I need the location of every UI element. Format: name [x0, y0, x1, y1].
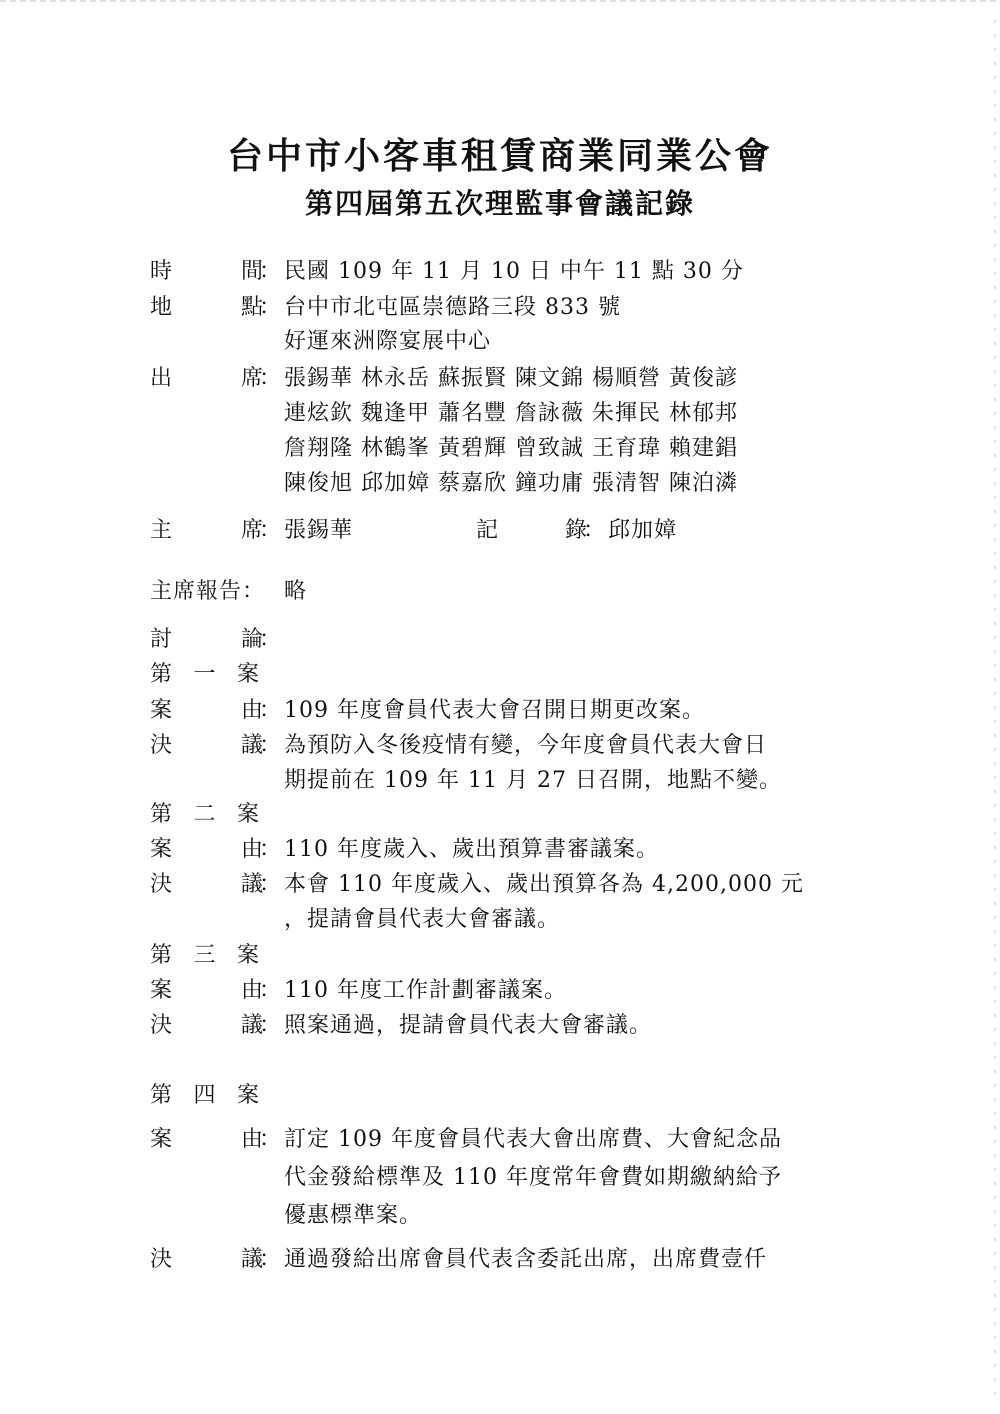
case-resolution-text: 通過發給出席會員代表含委託出席，出席費壹仟 — [284, 1247, 768, 1272]
attendees-line: 陳俊旭 邱加嫜 蔡嘉欣 鐘功庸 張清智 陳泊潾 — [284, 471, 738, 496]
case-reason-text: 訂定 109 年度會員代表大會出席費、大會紀念品 — [284, 1127, 782, 1152]
resolution-label: 決 議 ： — [150, 1247, 282, 1272]
case-resolution-text: 照案通過，提請會員代表大會審議。 — [284, 1013, 653, 1038]
chair-label: 主 席 ： — [150, 518, 282, 543]
attendees-line: 連炫欽 魏逢甲 蕭名豐 詹詠薇 朱揮民 林郁邦 — [284, 401, 738, 426]
document-title: 台中市小客車租賃商業同業公會 — [226, 135, 773, 177]
case-reason-text: 110 年度工作計劃審議案。 — [284, 978, 567, 1003]
attendees-line: 張錫華 林永岳 蘇振賢 陳文錦 楊順營 黃俊諺 — [284, 366, 738, 391]
attendees-label: 出 席 ： — [150, 366, 282, 391]
resolution-label: 決 議 ： — [150, 1013, 282, 1038]
case-resolution-text: ，提請會員代表大會審議。 — [284, 907, 561, 932]
reason-label: 案 由 ： — [150, 1127, 282, 1152]
resolution-label: 決 議 ： — [150, 872, 282, 897]
place-line: 好運來洲際宴展中心 — [284, 329, 492, 354]
time-label: 時 間 ： — [150, 259, 282, 284]
case-resolution-text: 本會 110 年度歲入、歲出預算各為 4,200,000 元 — [284, 872, 804, 897]
attendees-line: 詹翔隆 林鶴峯 黃碧輝 曾致誠 王育瑋 賴建錩 — [284, 436, 738, 461]
case-reason-text: 110 年度歲入、歲出預算書審議案。 — [284, 837, 659, 862]
case-reason-text: 優惠標準案。 — [284, 1203, 423, 1228]
place-label: 地 點 ： — [150, 295, 282, 320]
reason-label: 案 由 ： — [150, 978, 282, 1003]
recorder-name: 邱加嫜 — [608, 518, 678, 543]
scan-edge-right — [994, 20, 996, 1400]
chair-report-label: 主席報告： — [150, 579, 266, 604]
place-line: 台中市北屯區崇德路三段 833 號 — [284, 295, 621, 320]
case-resolution-text: 期提前在 109 年 11 月 27 日召開，地點不變。 — [284, 768, 782, 793]
reason-label: 案 由 ： — [150, 698, 282, 723]
resolution-label: 決 議 ： — [150, 733, 282, 758]
meeting-time: 民國 109 年 11 月 10 日 中午 11 點 30 分 — [284, 259, 744, 284]
chair-report-value: 略 — [284, 579, 308, 604]
reason-label: 案 由 ： — [150, 837, 282, 862]
chair-name: 張錫華 — [284, 518, 354, 543]
discussion-label: 討 論 ： — [150, 627, 282, 652]
scan-edge-top — [0, 0, 1000, 2]
case-reason-text: 代金發給標準及 110 年度常年會費如期繳納給予 — [284, 1165, 782, 1190]
case-resolution-text: 為預防入冬後疫情有變，今年度會員代表大會日 — [284, 733, 768, 758]
case-reason-text: 109 年度會員代表大會召開日期更改案。 — [284, 698, 705, 723]
document-subtitle: 第四屆第五次理監事會議記錄 — [304, 187, 695, 220]
recorder-label: 記 錄 ： — [476, 518, 606, 543]
